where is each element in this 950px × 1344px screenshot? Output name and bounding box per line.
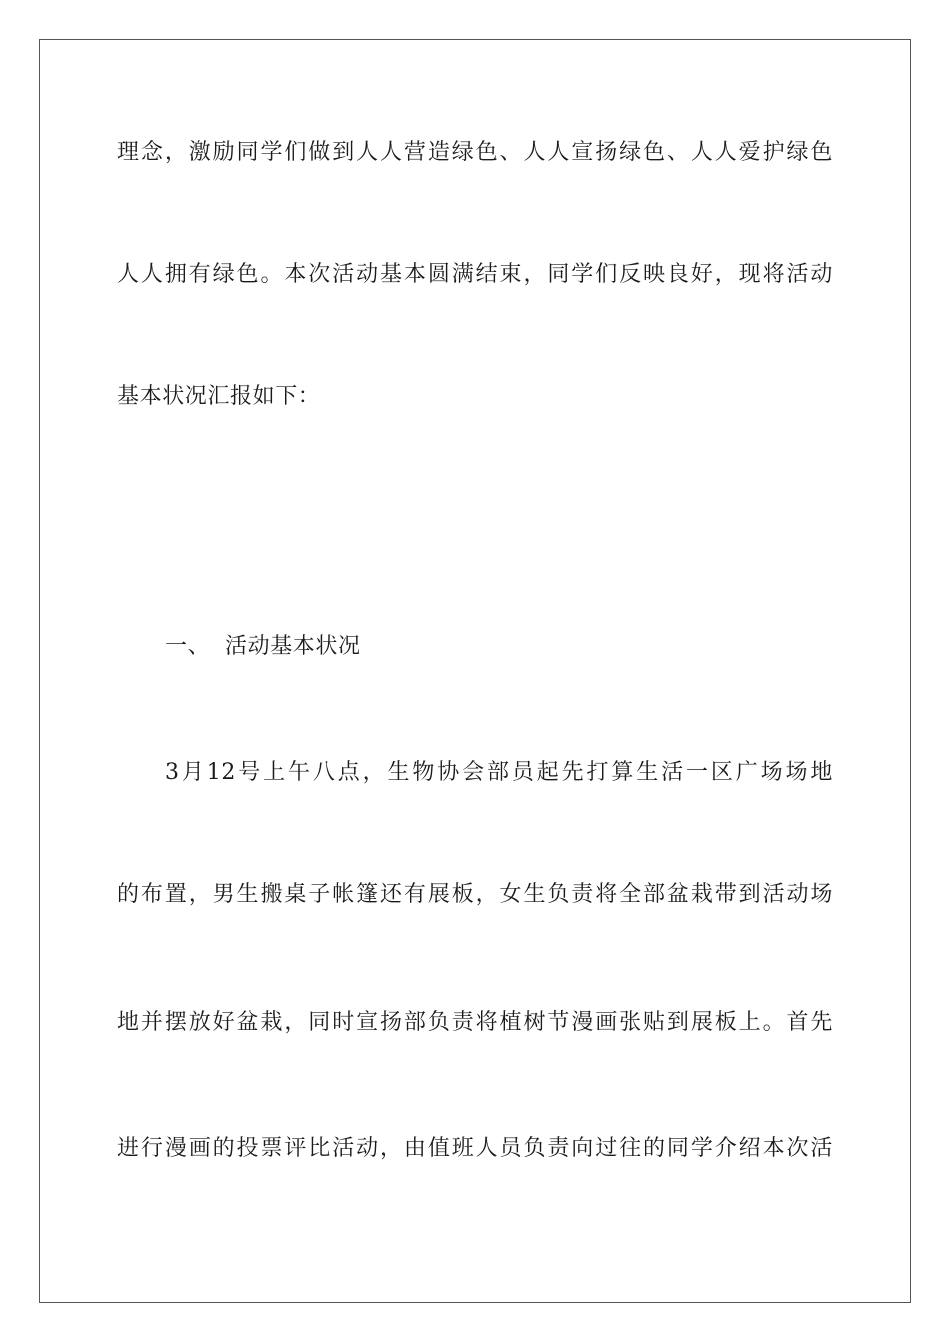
section-title: 活动基本状况: [225, 634, 361, 659]
paragraph-line-3: 基本状况汇报如下：: [117, 384, 321, 409]
paragraph-line-1: 理念，激励同学们做到人人营造绿色、人人宣扬绿色、人人爱护绿色: [117, 140, 833, 165]
page-border: [39, 39, 911, 1303]
section-line-2: 的布置，男生搬桌子帐篷还有展板，女生负责将全部盆栽带到活动场: [117, 882, 833, 907]
section-number: 一、: [165, 634, 211, 659]
section-line-1: 3月12号上午八点，生物协会部员起先打算生活一区广场场地: [165, 760, 833, 785]
paragraph-line-2: 人人拥有绿色。本次活动基本圆满结束，同学们反映良好，现将活动: [117, 262, 833, 287]
section-heading: [165, 632, 361, 662]
section-line-3: 地并摆放好盆栽，同时宣扬部负责将植树节漫画张贴到展板上。首先: [117, 1010, 833, 1035]
section-line-4: 进行漫画的投票评比活动，由值班人员负责向过往的同学介绍本次活: [117, 1136, 833, 1161]
